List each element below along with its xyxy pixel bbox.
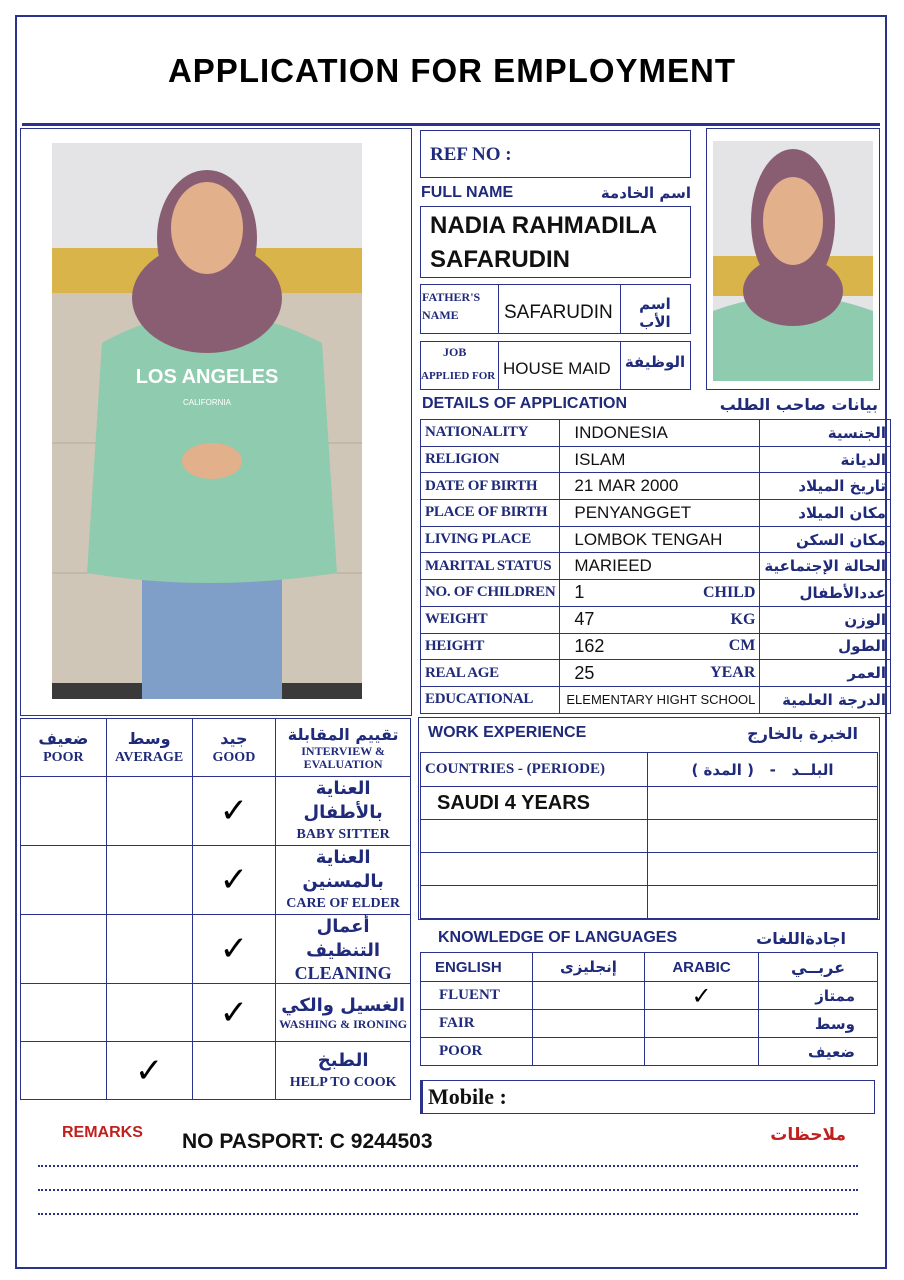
languages-english-cell[interactable] [533,1038,645,1066]
details-unit: KG [678,606,760,633]
work-experience-country[interactable] [421,853,648,886]
remarks-label-ar: ملاحظات [770,1125,846,1145]
evaluation-skill-ar: الغسيل والكي [281,995,406,1016]
details-label: LIVING PLACE [421,526,560,553]
details-heading-ar: بيانات صاحب الطلب [719,395,878,414]
evaluation-header-row [21,719,411,777]
work-experience-heading: WORK EXPERIENCE [428,724,587,741]
languages-row [421,1038,878,1066]
details-row [421,633,891,660]
father-name-label-ar: اسم الأب [639,295,671,331]
remarks-label: REMARKS [62,1124,143,1141]
evaluation-header-en: AVERAGE [115,749,184,765]
languages-row [421,982,878,1010]
evaluation-skill-ar: أعمال التنظيف [306,916,381,961]
languages-table [420,952,878,1066]
evaluation-skill-en: WASHING & IRONING [279,1017,408,1031]
applicant-photo-large [52,143,362,699]
evaluation-cell-poor[interactable] [21,1042,107,1100]
evaluation-table [20,718,411,1100]
evaluation-skill-cell [276,846,411,915]
full-name-line2: SAFARUDIN [430,246,571,273]
evaluation-header-en: POOR [43,749,84,765]
work-experience-heading-ar: الخبرة بالخارج [747,724,858,743]
work-experience-row [421,787,878,820]
full-name-line1: NADIA RAHMADILA [430,212,658,239]
languages-heading: KNOWLEDGE OF LANGUAGES [438,929,678,946]
details-label: RELIGION [421,446,560,473]
details-heading: DETAILS OF APPLICATION [422,395,628,412]
work-experience-period[interactable] [648,853,878,886]
details-row [421,686,891,713]
evaluation-row [21,777,411,846]
work-experience-row [421,853,878,886]
check-mark-icon: ✓ [219,992,249,1033]
work-experience-period[interactable] [648,886,878,919]
details-unit: YEAR [678,660,760,687]
details-value: 47 [560,606,678,633]
evaluation-header-ar: جيد [220,728,248,748]
evaluation-header-cell [192,719,276,777]
details-label: PLACE OF BIRTH [421,500,560,527]
languages-col-english-ar: إنجليزى [533,953,645,982]
check-mark-icon: ✓ [219,791,249,831]
evaluation-header-cell [106,719,192,777]
evaluation-cell-average[interactable] [106,915,192,984]
work-experience-col-en: COUNTRIES - (PERIODE) [421,753,648,787]
evaluation-header-ar: وسط [127,728,171,748]
details-row [421,660,891,687]
languages-level: FLUENT [421,982,533,1010]
details-unit: CM [678,633,760,660]
details-row [421,553,891,580]
work-experience-country[interactable] [421,820,648,853]
details-row [421,526,891,553]
applicant-photo-small [713,141,873,381]
details-label-ar: الديانة [760,446,891,473]
details-value: LOMBOK TENGAH [560,526,760,553]
evaluation-cell-average[interactable] [106,846,192,915]
work-experience-country[interactable] [421,886,648,919]
details-label-ar: مكان الميلاد [760,500,891,527]
remarks-line-3 [38,1213,858,1215]
evaluation-cell-poor[interactable] [21,915,107,984]
evaluation-skill-ar: الطبخ [317,1049,369,1071]
mobile-label: Mobile : [428,1084,507,1109]
languages-header-row [421,953,878,982]
details-label: DATE OF BIRTH [421,473,560,500]
languages-col-arabic: ARABIC [645,953,759,982]
evaluation-cell-good[interactable] [192,777,276,846]
evaluation-skill-en: BABY SITTER [296,827,390,842]
details-label-ar: الطول [760,633,891,660]
evaluation-row [21,915,411,984]
evaluation-header-ar: ضعيف [38,728,89,748]
remarks-line-1 [38,1165,858,1167]
details-value: 25 [560,660,678,687]
job-label-2: APPLIED FOR [421,370,496,382]
languages-col-arabic-ar: عربــي [759,953,878,982]
details-label-ar: الحالة الإجتماعية [760,553,891,580]
work-experience-row [421,820,878,853]
details-label: REAL AGE [421,660,560,687]
work-experience-country[interactable]: SAUDI 4 YEARS [421,787,648,820]
title-divider [22,123,880,126]
remarks-value: NO PASPORT: C 9244503 [182,1130,433,1153]
evaluation-cell-good[interactable] [192,915,276,984]
job-label-1: JOB [443,345,467,359]
father-name-label-2: NAME [422,308,459,322]
details-row [421,446,891,473]
evaluation-row [21,984,411,1042]
details-table [420,419,891,714]
evaluation-cell-good[interactable] [192,984,276,1042]
details-label-ar: عددالأطفال [760,580,891,607]
languages-level: POOR [421,1038,533,1066]
languages-col-english: ENGLISH [421,953,533,982]
details-value: 162 [560,633,678,660]
details-label-ar: تاريخ الميلاد [760,473,891,500]
details-value: ELEMENTARY HIGHT SCHOOL [560,686,760,713]
details-row [421,473,891,500]
evaluation-cell-average[interactable] [106,984,192,1042]
evaluation-header-cell [21,719,107,777]
evaluation-cell-poor[interactable] [21,984,107,1042]
details-row [421,606,891,633]
details-label: EDUCATIONAL [421,686,560,713]
check-mark-icon: ✓ [219,929,249,969]
check-mark-icon: ✓ [134,1050,164,1091]
details-label-ar: مكان السكن [760,526,891,553]
details-value: MARIEED [560,553,760,580]
details-label: WEIGHT [421,606,560,633]
shirt-print-subtext: CALIFORNIA [182,398,232,407]
languages-heading-ar: اجادةاللغات [756,929,846,948]
details-row [421,500,891,527]
evaluation-cell-poor[interactable] [21,846,107,915]
details-label: HEIGHT [421,633,560,660]
evaluation-skill-ar: العناية بالأطفال [303,778,383,823]
languages-english-cell[interactable] [533,1010,645,1038]
details-unit: CHILD [678,580,760,607]
languages-level-ar: ممتاز [759,982,878,1010]
details-value: ISLAM [560,446,760,473]
evaluation-header-ar: تقييم المقابلة [287,724,399,744]
languages-arabic-cell[interactable] [645,1038,759,1066]
father-name-value: SAFARUDIN [504,302,613,323]
details-value: 1 [560,580,678,607]
evaluation-skill-en: HELP TO COOK [289,1074,397,1090]
work-experience-table [420,752,878,919]
details-label-ar: الدرجة العلمية [760,686,891,713]
details-value: 21 MAR 2000 [560,473,760,500]
evaluation-header-en: INTERVIEW & EVALUATION [301,743,385,771]
evaluation-cell-good[interactable] [192,1042,276,1100]
details-row [421,420,891,447]
evaluation-skill-en: CARE OF ELDER [286,896,401,911]
work-experience-period[interactable] [648,787,878,820]
languages-english-cell[interactable] [533,982,645,1010]
languages-arabic-cell[interactable] [645,1010,759,1038]
evaluation-row [21,1042,411,1100]
shirt-print-text: LOS ANGELES [135,366,279,388]
work-experience-header-row [421,753,878,787]
evaluation-header-en: GOOD [212,749,256,765]
remarks-line-2 [38,1189,858,1191]
languages-level-ar: ضعيف [759,1038,878,1066]
evaluation-cell-average[interactable] [106,777,192,846]
evaluation-skill-ar: العناية بالمسنين [302,847,384,892]
evaluation-cell-average[interactable] [106,1042,192,1100]
languages-row [421,1010,878,1038]
evaluation-skill-cell [276,915,411,984]
father-name-label-1: FATHER'S [422,290,481,304]
evaluation-header-cell [276,719,411,777]
details-label-ar: العمر [760,660,891,687]
check-mark-icon: ✓ [219,860,249,900]
page-title: APPLICATION FOR EMPLOYMENT [167,52,737,89]
evaluation-row [21,846,411,915]
details-value: PENYANGGET [560,500,760,527]
languages-arabic-cell[interactable]: ✓ [645,982,759,1010]
details-label-ar: الجنسية [760,420,891,447]
work-experience-row [421,886,878,919]
evaluation-skill-cell [276,1042,411,1100]
job-value: HOUSE MAID [503,359,611,378]
job-label-ar: الوظيفة [624,353,686,371]
full-name-label: FULL NAME [421,184,514,201]
work-experience-period[interactable] [648,820,878,853]
details-row [421,580,891,607]
work-experience-col-ar: البلــد - ( المدة ) [648,753,878,787]
evaluation-cell-good[interactable] [192,846,276,915]
details-label: MARITAL STATUS [421,553,560,580]
evaluation-skill-cell [276,984,411,1042]
full-name-label-ar: اسم الخادمة [600,184,691,202]
details-value: INDONESIA [560,420,760,447]
languages-level-ar: وسط [759,1010,878,1038]
details-label-ar: الوزن [760,606,891,633]
details-label: NATIONALITY [421,420,560,447]
evaluation-skill-cell [276,777,411,846]
languages-level: FAIR [421,1010,533,1038]
details-label: NO. OF CHILDREN [421,580,560,607]
ref-no-label: REF NO : [430,144,512,165]
evaluation-skill-en: CLEANING [294,963,392,983]
evaluation-cell-poor[interactable] [21,777,107,846]
